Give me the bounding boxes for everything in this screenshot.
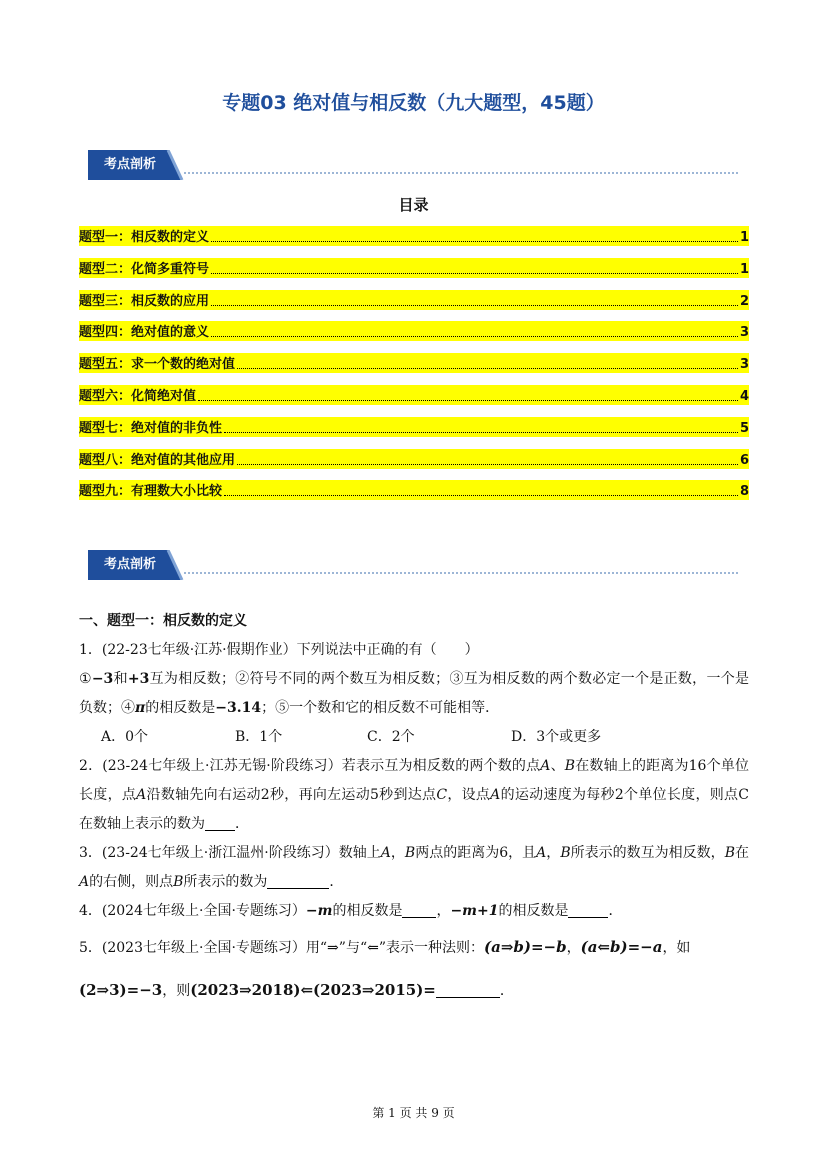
toc-item[interactable] [79, 385, 749, 405]
math: A [540, 758, 551, 774]
answer-options [79, 723, 749, 752]
toc-leader [224, 432, 738, 433]
option-c[interactable]: C．2个 [367, 729, 415, 745]
question-body [79, 665, 749, 723]
toc-item-page: 8 [739, 484, 749, 500]
text: 和 [113, 671, 128, 687]
math: −3.14 [215, 700, 262, 716]
toc-item-page: 1 [739, 261, 749, 277]
text: 在 [734, 845, 749, 861]
text: 的相反数是 [332, 903, 403, 919]
text: 3．(23-24七年级上·浙江温州·阶段练习）数轴上 [79, 845, 381, 861]
toc-item-label: 题型七：绝对值的非负性 [79, 420, 223, 436]
option-d[interactable]: D．3个或更多 [511, 729, 602, 745]
toc-item[interactable] [79, 290, 749, 310]
math: −m [305, 903, 333, 919]
toc-item-page: 4 [739, 388, 749, 404]
toc-item[interactable] [79, 449, 749, 469]
text: 的相反数是 [498, 903, 569, 919]
math: A [490, 787, 501, 803]
answer-blank[interactable] [402, 901, 436, 918]
text: 4．(2024七年级上·全国·专题练习） [79, 903, 306, 919]
toc-item-page: 3 [739, 325, 749, 341]
text: 在数轴上的距离为16个单位长度，点 [79, 758, 749, 803]
math: B [173, 874, 184, 890]
text: ， [546, 845, 561, 861]
question-content [79, 610, 749, 1012]
toc-leader [211, 305, 738, 306]
math: +3 [127, 671, 150, 687]
text: ，如 [662, 940, 691, 956]
question-1 [79, 636, 749, 723]
text: 所表示的数互为相反数， [570, 845, 725, 861]
toc-item-label: 题型九：有理数大小比较 [79, 484, 223, 500]
math: B [404, 845, 416, 861]
question-3 [79, 839, 749, 897]
text: ． [329, 874, 344, 890]
banner-rule [184, 172, 738, 174]
math: (a⇒b)=−b [484, 938, 567, 956]
question-2 [79, 752, 749, 839]
math: (2023⇒2018)⇐(2023⇒2015)= [190, 981, 436, 999]
math: C [436, 787, 448, 803]
text: 互为相反数；②符号不同的两个数互为相反数；③互为相反数的两个数必定一个是正数，一个是负数；④ [79, 671, 749, 716]
toc-item[interactable] [79, 321, 749, 341]
text: 的右侧，则点 [89, 874, 174, 890]
text: ；⑤一个数和它的相反数不可能相等． [261, 700, 500, 716]
toc-item-page: 1 [739, 230, 749, 245]
toc-leader [211, 273, 738, 274]
math: (a⇐b)=−a [580, 938, 663, 956]
toc-item[interactable] [79, 353, 749, 373]
math: A [536, 845, 547, 861]
toc-leader [237, 368, 738, 369]
text: 5．(2023七年级上·全国·专题练习）用“⇒”与“⇐”表示一种法则： [79, 940, 484, 956]
toc-item-label: 题型五：求一个数的绝对值 [79, 357, 236, 373]
answer-blank[interactable] [436, 981, 500, 998]
answer-blank[interactable] [267, 872, 329, 889]
toc-item[interactable] [79, 480, 749, 500]
toc-item-page: 2 [739, 293, 749, 309]
banner-label: 考点剖析 [103, 557, 156, 572]
page-footer: 第 1 页 共 9 页 [372, 1106, 455, 1120]
text: 沿数轴先向右运动2秒，再向左运动5秒到达点 [146, 787, 437, 803]
answer-blank[interactable] [568, 901, 608, 918]
question-stem: 1．(22-23七年级·江苏·假期作业）下列说法中正确的有（ ） [79, 642, 479, 658]
toc-leader [211, 336, 738, 337]
answer-blank[interactable] [205, 814, 235, 831]
math: −m+1 [450, 903, 499, 919]
option-a[interactable]: A．0个 [101, 729, 149, 745]
toc-heading: 目录 [398, 196, 429, 214]
section-banner [88, 150, 738, 180]
toc-item-label: 题型六：化简绝对值 [79, 388, 197, 404]
toc-item[interactable] [79, 417, 749, 437]
section-heading: 一、题型一：相反数的定义 [79, 613, 247, 629]
text: ， [566, 940, 581, 956]
toc-item[interactable] [79, 258, 749, 278]
toc-item[interactable] [79, 226, 749, 246]
math: π [135, 700, 146, 716]
text: ． [608, 903, 623, 919]
text: 2．(23-24七年级上·江苏无锡·阶段练习）若表示互为相反数的两个数的点 [79, 758, 541, 774]
math: A [136, 787, 147, 803]
text: ，设点 [447, 787, 491, 803]
math: A [79, 874, 90, 890]
math: (2⇒3)=−3 [79, 981, 163, 999]
question-4 [79, 897, 749, 926]
toc-item-page: 5 [739, 420, 749, 436]
math: −3 [91, 671, 114, 687]
text: ① [79, 671, 92, 687]
math: B [560, 845, 571, 861]
text: 、 [550, 758, 565, 774]
section-banner [88, 550, 738, 580]
toc-leader [198, 400, 738, 401]
toc-leader [237, 464, 738, 465]
toc-item-label: 题型二：化简多重符号 [79, 261, 210, 277]
text: ． [235, 816, 249, 832]
toc-item-page: 6 [739, 452, 749, 468]
page-title: 专题03 绝对值与相反数（九大题型，45题） [222, 92, 605, 114]
math: B [724, 845, 735, 861]
toc-item-label: 题型一：相反数的定义 [79, 230, 210, 245]
math: A [380, 845, 391, 861]
text: ， [436, 903, 451, 919]
banner-rule [184, 572, 738, 574]
toc-leader [211, 241, 738, 242]
toc-item-label: 题型八：绝对值的其他应用 [79, 452, 236, 468]
math: B [564, 758, 576, 774]
text: ，则 [162, 983, 191, 999]
text: ． [499, 983, 514, 999]
table-of-contents [79, 226, 749, 512]
toc-item-label: 题型四：绝对值的意义 [79, 325, 210, 341]
text: 的运动速度为每秒2个单位长度，则点C在数轴上表示的数为 [79, 787, 750, 832]
text: 所表示的数为 [183, 874, 268, 890]
text: 两点的距离为6，且 [415, 845, 537, 861]
option-b[interactable]: B．1个 [235, 729, 283, 745]
toc-leader [224, 495, 738, 496]
text: ， [390, 845, 405, 861]
toc-item-label: 题型三：相反数的应用 [79, 293, 210, 309]
question-5 [79, 926, 749, 1012]
banner-label: 考点剖析 [103, 157, 156, 172]
text: 的相反数是 [145, 700, 216, 716]
toc-item-page: 3 [739, 357, 749, 373]
